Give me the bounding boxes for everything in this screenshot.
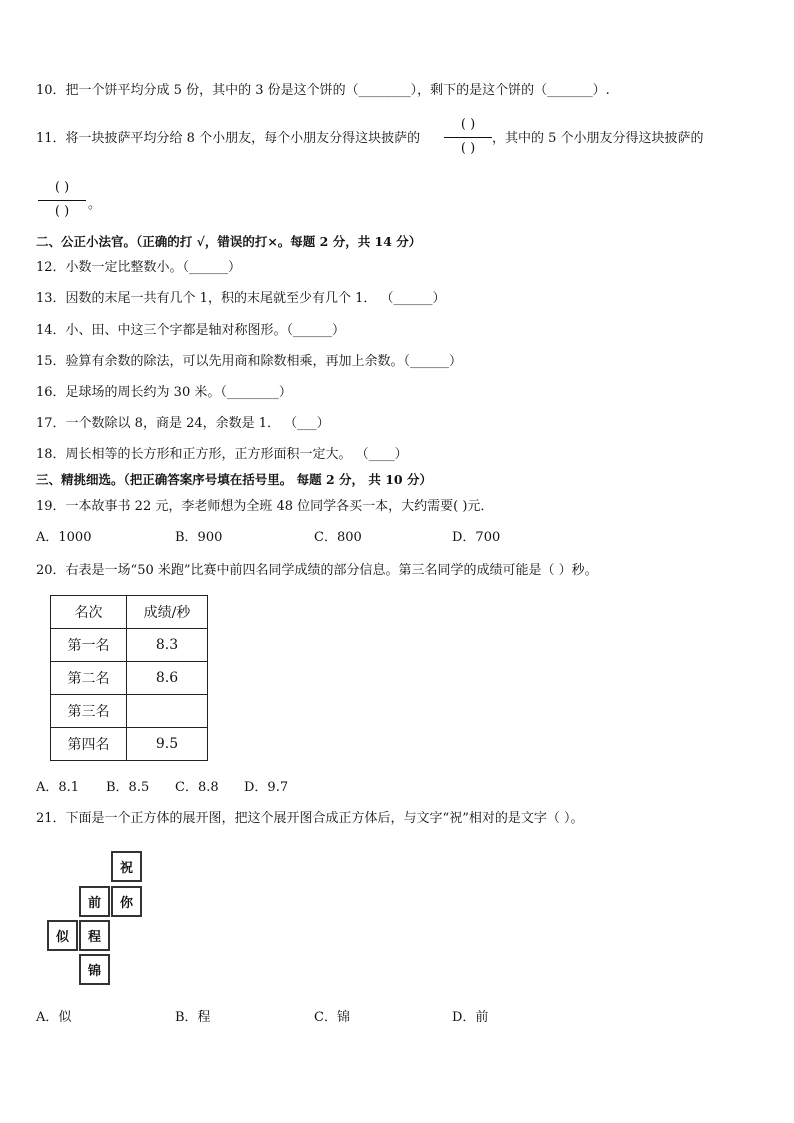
q21-option-a[interactable]: A．似 <box>36 1010 72 1025</box>
table-header-rank: 名次 <box>51 596 127 629</box>
q19-option-d[interactable]: D．700 <box>452 530 501 545</box>
section-2-title: 二、公正小法官。（正确的打 √，错误的打×。每题 2 分，共 14 分） <box>36 234 422 249</box>
fraction-blank-1[interactable] <box>444 117 492 161</box>
net-cell-cheng: 程 <box>79 920 110 951</box>
question-11-tail: 。 <box>88 197 102 212</box>
net-cell-ni: 你 <box>111 886 142 917</box>
table-cell-score: 8.3 <box>127 629 208 662</box>
q21-option-c[interactable]: C．锦 <box>314 1010 350 1025</box>
fraction-numerator: ( ) <box>54 180 70 195</box>
table-cell-rank: 第二名 <box>51 662 127 695</box>
table-row <box>51 662 208 695</box>
section-3-title: 三、精挑细选。（把正确答案序号填在括号里。 每题 2 分， 共 10 分） <box>36 472 432 487</box>
table-cell-rank: 第四名 <box>51 728 127 761</box>
question-20: 20．右表是一场“50 米跑”比赛中前四名同学成绩的部分信息。第三名同学的成绩可能是（ ）秒。 <box>36 563 598 578</box>
q20-option-c[interactable]: C．8.8 <box>175 780 219 795</box>
table-header-score: 成绩/秒 <box>127 596 208 629</box>
table-row <box>51 728 208 761</box>
fraction-numerator: ( ) <box>460 117 476 132</box>
question-14: 14．小、田、中这三个字都是轴对称图形。（______） <box>36 323 346 338</box>
question-15: 15．验算有余数的除法，可以先用商和除数相乘，再加上余数。（______） <box>36 354 463 369</box>
q19-option-c[interactable]: C．800 <box>314 530 362 545</box>
table-row <box>51 695 208 728</box>
q21-option-b[interactable]: B．程 <box>175 1010 211 1025</box>
fraction-denominator: ( ) <box>54 204 70 219</box>
table-header-row <box>51 596 208 629</box>
q20-option-b[interactable]: B．8.5 <box>106 780 150 795</box>
question-18: 18．周长相等的长方形和正方形，正方形面积一定大。 （____） <box>36 447 408 462</box>
net-cell-zhu: 祝 <box>111 851 142 882</box>
q20-option-d[interactable]: D．9.7 <box>244 780 289 795</box>
fraction-bar <box>38 200 86 201</box>
q19-option-b[interactable]: B．900 <box>175 530 223 545</box>
question-10: 10．把一个饼平均分成 5 份，其中的 3 份是这个饼的（________），剩下的是这个饼的（_______）. <box>36 83 610 98</box>
table-cell-rank: 第一名 <box>51 629 127 662</box>
score-table <box>50 595 208 761</box>
question-21: 21．下面是一个正方体的展开图，把这个展开图合成正方体后，与文字“祝”相对的是文字（ ）。 <box>36 811 584 826</box>
fraction-bar <box>444 137 492 138</box>
table-row <box>51 629 208 662</box>
table-cell-score <box>127 695 208 728</box>
question-13: 13．因数的末尾一共有几个 1，积的末尾就至少有几个 1． （______） <box>36 291 446 306</box>
question-19: 19．一本故事书 22 元，李老师想为全班 48 位同学各买一本，大约需要( )元． <box>36 499 494 514</box>
question-12: 12．小数一定比整数小。（______） <box>36 260 242 275</box>
q21-option-d[interactable]: D．前 <box>452 1010 489 1025</box>
table-cell-score: 8.6 <box>127 662 208 695</box>
question-16: 16．足球场的周长约为 30 米。（________） <box>36 385 292 400</box>
net-cell-jin: 锦 <box>79 954 110 985</box>
net-cell-qian: 前 <box>79 886 110 917</box>
table-cell-rank: 第三名 <box>51 695 127 728</box>
question-11-text-b: ，其中的 5 个小朋友分得这块披萨的 <box>492 131 704 146</box>
net-cell-si: 似 <box>47 920 78 951</box>
table-cell-score: 9.5 <box>127 728 208 761</box>
fraction-denominator: ( ) <box>460 141 476 156</box>
q19-option-a[interactable]: A．1000 <box>36 530 92 545</box>
question-11-text-a: 11．将一块披萨平均分给 8 个小朋友，每个小朋友分得这块披萨的 <box>36 131 421 146</box>
q20-option-a[interactable]: A．8.1 <box>36 780 80 795</box>
fraction-blank-2[interactable] <box>38 180 86 224</box>
question-17: 17．一个数除以 8，商是 24，余数是 1． （___） <box>36 416 330 431</box>
